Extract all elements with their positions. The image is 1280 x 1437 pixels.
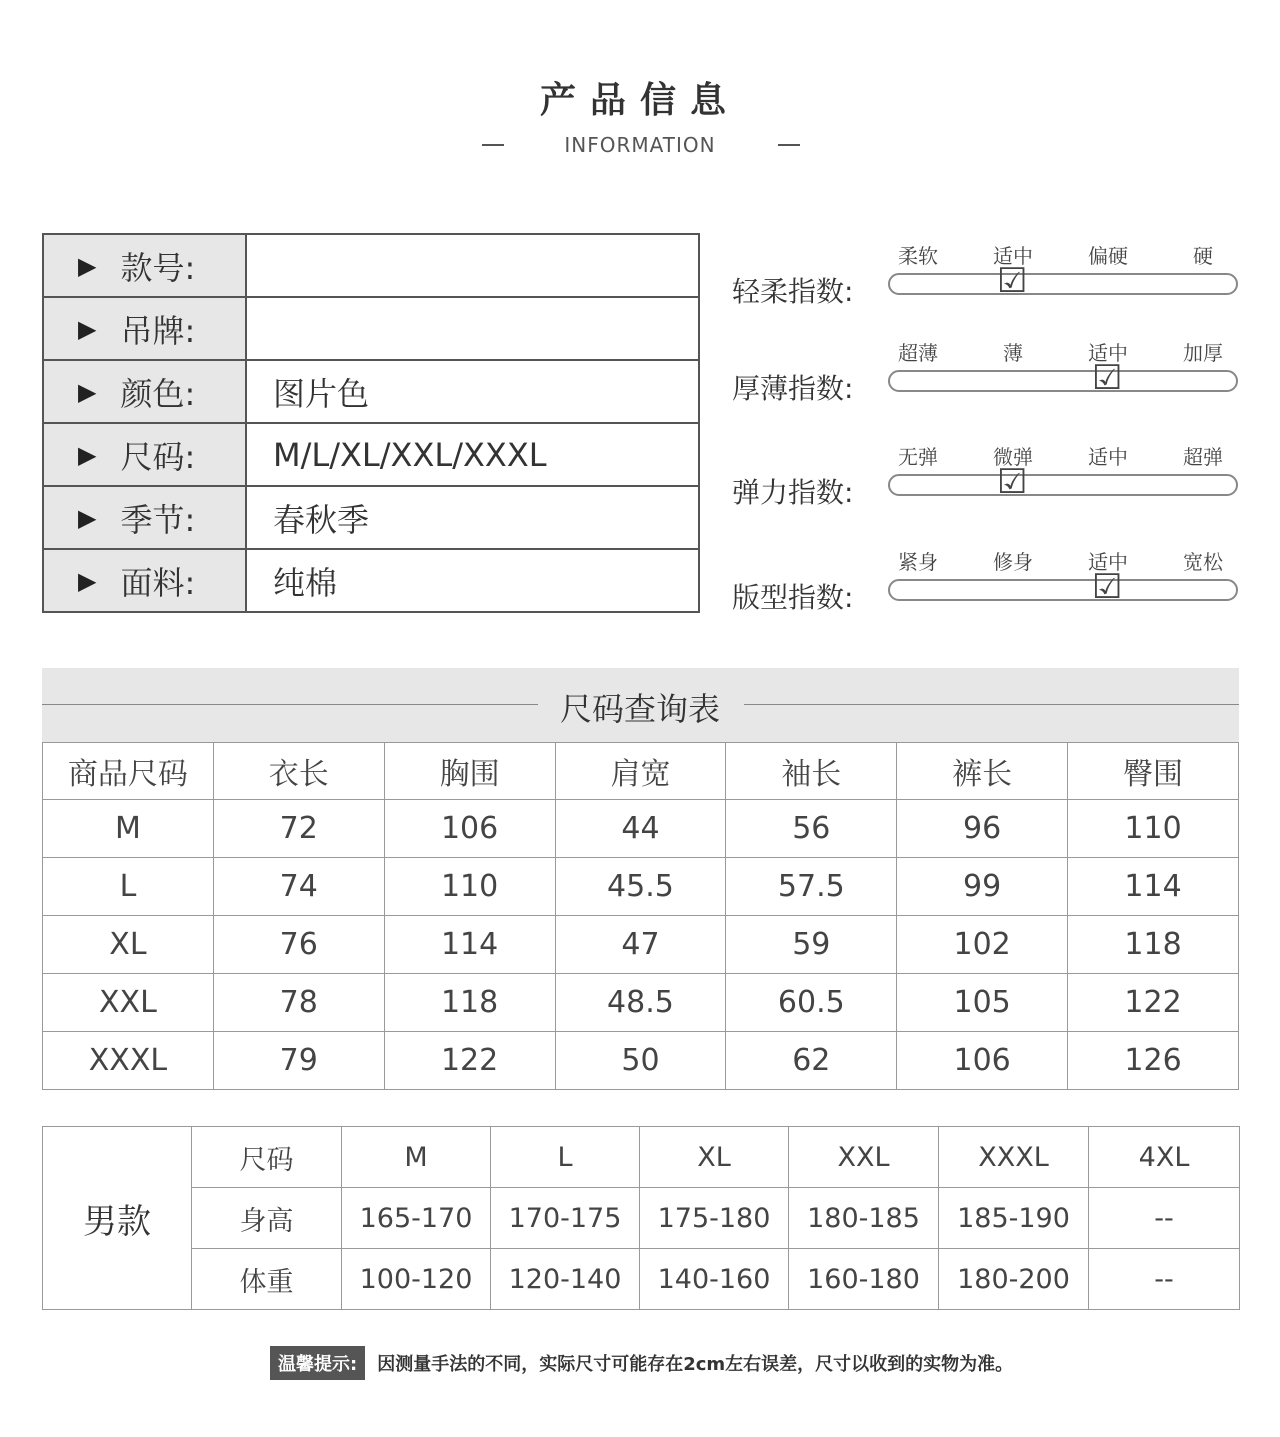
men-row [43,1127,1240,1188]
size-cell: 79 [213,1032,384,1090]
info-label: 颜色: [120,374,196,413]
men-cell: 165-170 [342,1188,491,1249]
men-cell: 120-140 [491,1249,640,1310]
page-subtitle: INFORMATION [564,133,716,157]
info-label: 面料: [120,563,196,602]
men-cell: 140-160 [640,1249,789,1310]
size-cell: XL [43,916,214,974]
index-bar [888,474,1238,496]
size-cell: XXL [43,974,214,1032]
info-label-cell [43,549,246,612]
men-cell: 170-175 [491,1188,640,1249]
index-label: 厚薄指数: [732,372,854,405]
index-bar [888,273,1238,295]
info-label-cell [43,360,246,423]
size-cell: 76 [213,916,384,974]
size-cell: 118 [384,974,555,1032]
size-header-cell: 臀围 [1068,743,1239,800]
size-cell: 110 [1068,800,1239,858]
size-lookup-title: 尺码查询表 [559,690,720,728]
checkmark-icon: ☑ [1092,567,1123,607]
size-header-cell: 商品尺码 [43,743,214,800]
info-row [43,234,699,297]
index-option: 适中 [1088,341,1128,365]
size-header-cell: 肩宽 [555,743,726,800]
subtitle-right-dash [778,144,800,146]
triangle-right-icon: ▶ [78,566,97,595]
index-option: 柔软 [898,244,938,268]
info-label-cell [43,234,246,297]
page-title: 产品信息 [539,80,740,121]
index-option: 无弹 [898,445,938,469]
index-option: 适中 [993,244,1033,268]
size-header-cell: 袖长 [726,743,897,800]
size-cell: 56 [726,800,897,858]
info-label: 季节: [120,500,196,539]
index-option: 超薄 [898,341,938,365]
size-cell: 122 [1068,974,1239,1032]
size-row [43,1032,1239,1090]
size-cell: 126 [1068,1032,1239,1090]
tip-text: 因测量手法的不同，实际尺寸可能存在2cm左右误差，尺寸以收到的实物为准。 [377,1354,1014,1375]
index-option: 偏硬 [1088,244,1128,268]
size-cell: 122 [384,1032,555,1090]
size-cell: 105 [897,974,1068,1032]
triangle-right-icon: ▶ [78,377,97,406]
size-header-cell: 衣长 [213,743,384,800]
size-cell: 48.5 [555,974,726,1032]
product-info-table [42,233,700,613]
size-header-cell: 胸围 [384,743,555,800]
info-label: 吊牌: [120,311,196,350]
info-label: 款号: [120,248,196,287]
size-row [43,974,1239,1032]
men-cell: 体重 [192,1249,342,1310]
index-label: 版型指数: [732,581,854,614]
info-value: 春秋季 [246,486,699,549]
info-label-cell [43,423,246,486]
info-value [246,297,699,360]
checkmark-icon: ☑ [1092,358,1123,398]
index-label: 弹力指数: [732,476,854,509]
checkmark-icon: ☑ [997,462,1028,502]
info-row [43,297,699,360]
size-lookup-table [42,742,1239,1090]
size-cell: 60.5 [726,974,897,1032]
size-cell: 62 [726,1032,897,1090]
men-cell: XL [640,1127,789,1188]
size-cell: XXXL [43,1032,214,1090]
size-cell: 114 [384,916,555,974]
men-row [43,1249,1240,1310]
index-option: 修身 [993,550,1033,574]
size-cell: 57.5 [726,858,897,916]
size-cell: L [43,858,214,916]
info-label: 尺码: [120,437,196,476]
men-label: 男款 [43,1127,192,1310]
info-value: 图片色 [246,360,699,423]
size-cell: 72 [213,800,384,858]
size-cell: 118 [1068,916,1239,974]
index-option: 紧身 [898,550,938,574]
size-cell: 96 [897,800,1068,858]
triangle-right-icon: ▶ [78,314,97,343]
triangle-right-icon: ▶ [78,503,97,532]
men-cell: -- [1089,1249,1240,1310]
size-cell: 110 [384,858,555,916]
index-option: 微弹 [993,445,1033,469]
men-cell: 100-120 [342,1249,491,1310]
size-cell: 47 [555,916,726,974]
index-label: 轻柔指数: [732,275,854,308]
info-label-cell [43,486,246,549]
men-cell: 4XL [1089,1127,1240,1188]
index-option: 适中 [1088,550,1128,574]
size-cell: 114 [1068,858,1239,916]
info-value [246,234,699,297]
index-bar [888,579,1238,601]
triangle-right-icon: ▶ [78,440,97,469]
size-row [43,800,1239,858]
size-cell: 78 [213,974,384,1032]
men-cell: 180-185 [789,1188,939,1249]
info-row [43,486,699,549]
size-cell: 106 [897,1032,1068,1090]
index-bar [888,370,1238,392]
men-cell: -- [1089,1188,1240,1249]
men-size-table [42,1126,1240,1310]
index-option: 薄 [1003,341,1023,365]
size-header-cell: 裤长 [897,743,1068,800]
size-cell: 59 [726,916,897,974]
index-option: 硬 [1193,244,1213,268]
info-row [43,423,699,486]
size-cell: 50 [555,1032,726,1090]
checkmark-icon: ☑ [997,261,1028,301]
men-cell: 160-180 [789,1249,939,1310]
info-value: M/L/XL/XXL/XXXL [246,423,699,486]
men-cell: XXL [789,1127,939,1188]
info-row [43,360,699,423]
size-cell: 102 [897,916,1068,974]
info-row [43,549,699,612]
men-cell: XXXL [939,1127,1089,1188]
index-option: 加厚 [1183,341,1223,365]
triangle-right-icon: ▶ [78,251,97,280]
size-row [43,916,1239,974]
size-row [43,858,1239,916]
info-value: 纯棉 [246,549,699,612]
info-label-cell [43,297,246,360]
index-option: 宽松 [1183,550,1223,574]
men-row [43,1188,1240,1249]
men-cell: 175-180 [640,1188,789,1249]
tip-note [270,1346,1013,1380]
men-cell: 180-200 [939,1249,1089,1310]
size-cell: 106 [384,800,555,858]
men-cell: 尺码 [192,1127,342,1188]
men-cell: 身高 [192,1188,342,1249]
men-cell: M [342,1127,491,1188]
men-cell: 185-190 [939,1188,1089,1249]
size-cell: M [43,800,214,858]
size-cell: 45.5 [555,858,726,916]
tip-tag: 温馨提示: [270,1346,365,1380]
size-cell: 99 [897,858,1068,916]
men-cell: L [491,1127,640,1188]
index-option: 超弹 [1183,445,1223,469]
size-cell: 74 [213,858,384,916]
size-cell: 44 [555,800,726,858]
index-option: 适中 [1088,445,1128,469]
